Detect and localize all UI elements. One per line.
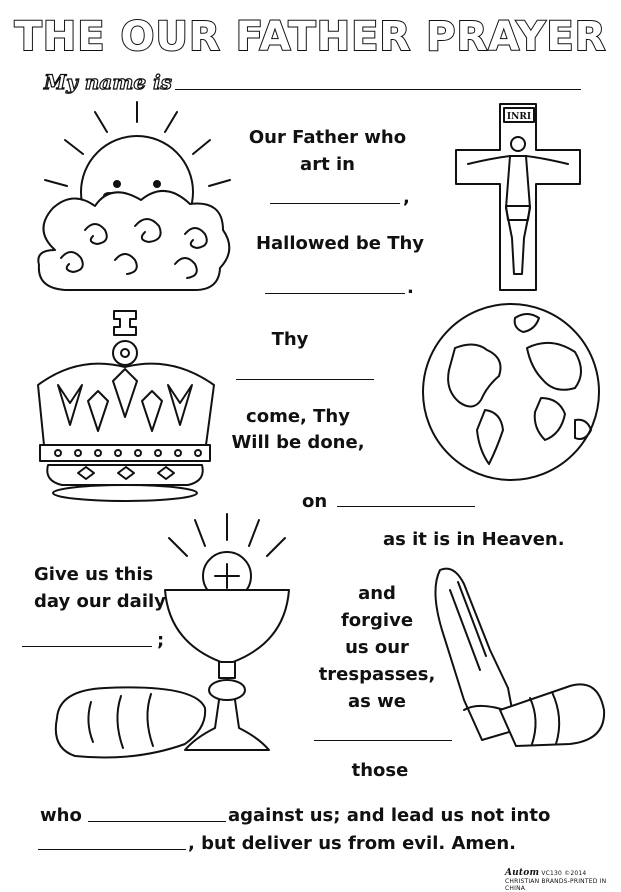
chalice-bread-illustration <box>45 512 260 772</box>
prayer-line-come-thy: come, Thy <box>246 406 350 427</box>
prayer-line-us-our: us our <box>345 637 409 658</box>
prayer-line-who: who <box>40 805 82 826</box>
copyright-text: VC130 ©2014 CHRISTIAN BRANDS-PRINTED IN CHINA <box>505 870 607 892</box>
blank-earth[interactable] <box>337 506 475 507</box>
crucifix-illustration <box>448 98 598 298</box>
prayer-line-trespasses: trespasses, <box>318 664 436 685</box>
prayer-line-give-us: Give us this <box>34 564 154 585</box>
comma-1: , <box>403 187 410 208</box>
prayer-line-as-in-heaven: as it is in Heaven. <box>383 529 565 550</box>
prayer-line-art-in: art in <box>300 154 355 175</box>
prayer-line-as-we: as we <box>348 691 406 712</box>
blank-name[interactable] <box>265 293 405 294</box>
prayer-line-daily: day our daily <box>34 591 166 612</box>
blank-forgive[interactable] <box>314 740 452 741</box>
blank-kingdom[interactable] <box>236 379 374 380</box>
footer-credit <box>505 868 621 892</box>
sun-cloud-illustration <box>25 100 245 310</box>
prayer-line-our-father: Our Father who <box>248 127 407 148</box>
brand-logo: Autom <box>505 868 540 878</box>
period-1: . <box>407 277 414 298</box>
prayer-line-will-be-done: Will be done, <box>231 432 365 453</box>
blank-heaven[interactable] <box>270 203 400 204</box>
praying-hands-illustration <box>420 560 610 760</box>
blank-bread[interactable] <box>22 646 152 647</box>
cross-sign-text: INRI <box>506 112 532 122</box>
name-blank-line[interactable] <box>175 89 581 90</box>
prayer-line-hallowed: Hallowed be Thy <box>255 233 425 254</box>
prayer-line-against-us: against us; and lead us not into <box>228 805 551 826</box>
name-label: My name is <box>44 70 172 94</box>
semicolon: ; <box>157 630 165 651</box>
prayer-line-deliver: , but deliver us from evil. Amen. <box>188 833 517 854</box>
page-title: THE OUR FATHER PRAYER <box>14 14 607 60</box>
globe-illustration <box>415 300 615 500</box>
crown-illustration <box>18 305 233 505</box>
prayer-line-on: on <box>302 491 328 512</box>
blank-temptation[interactable] <box>38 849 186 850</box>
prayer-line-thy: Thy <box>271 329 309 350</box>
prayer-line-forgive: forgive <box>340 610 414 631</box>
prayer-line-those: those <box>351 760 409 781</box>
blank-trespass[interactable] <box>88 821 226 822</box>
prayer-line-and: and <box>358 583 396 604</box>
